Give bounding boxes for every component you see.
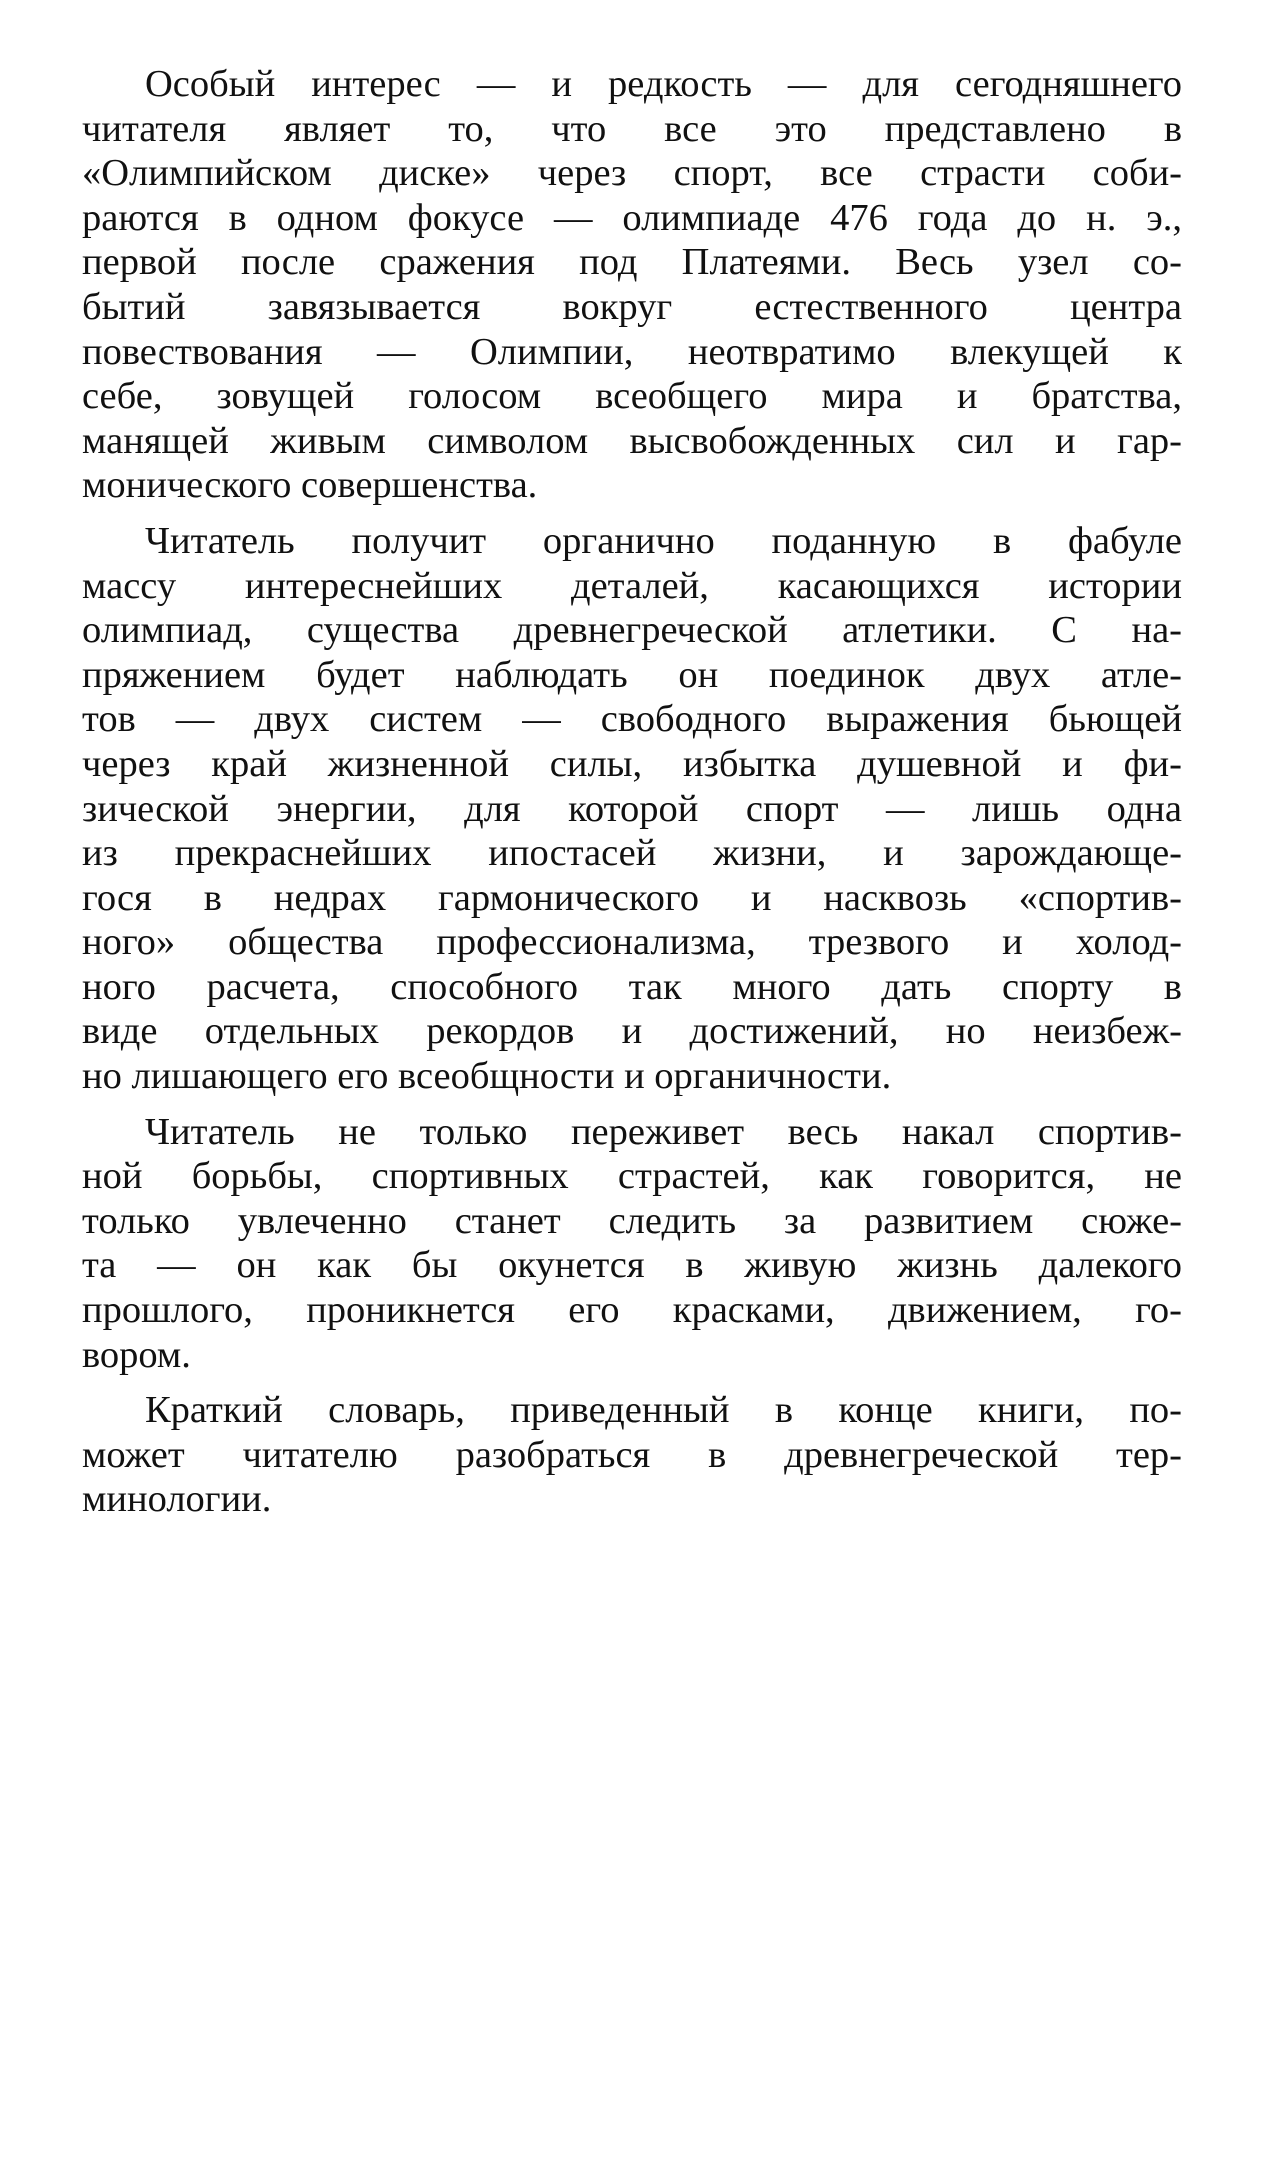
text-line: вором.: [82, 1333, 191, 1376]
text-line: пряжением будет наблюдать он поединок двух атле-: [82, 653, 1182, 696]
text-line: из прекраснейших ипостасей жизни, и зарождающе-: [82, 832, 1182, 875]
paragraph-2: [82, 519, 1182, 1099]
text-line: Особый интерес — и редкость — для сегодняшнего: [145, 63, 1182, 105]
text-line: тов — двух систем — свободного выражения бьющей: [82, 698, 1182, 741]
text-line: Краткий словарь, приведенный в конце книги, по-: [145, 1389, 1182, 1432]
text-line: гося в недрах гармонического и насквозь «спортив-: [82, 876, 1182, 919]
text-line: «Олимпийском диске» через спорт, все страсти соби-: [82, 152, 1182, 195]
text-line: бытий завязывается вокруг естественного центра: [82, 285, 1182, 328]
text-line: зической энергии, для которой спорт — лишь одна: [82, 787, 1182, 830]
text-line: только увлеченно станет следить за развитием сюже-: [82, 1199, 1182, 1242]
text-line: та — он как бы окунется в живую жизнь далекого: [82, 1244, 1182, 1287]
paragraph-3: [82, 1110, 1182, 1378]
paragraph-1: [82, 62, 1182, 508]
text-line: может читателю разобраться в древнегреческой тер-: [82, 1433, 1182, 1476]
text-line: массу интереснейших деталей, касающихся истории: [82, 564, 1182, 607]
text-line: себе, зовущей голосом всеобщего мира и братства,: [82, 375, 1182, 418]
text-line: раются в одном фокусе — олимпиаде 476 года до н. э.,: [82, 196, 1182, 239]
text-line: Читатель получит органично поданную в фабуле: [145, 519, 1182, 562]
text-line: повествования — Олимпии, неотвратимо влекущей к: [82, 330, 1182, 373]
text-line: прошлого, проникнется его красками, движением, го-: [82, 1289, 1182, 1332]
text-line: через край жизненной силы, избытка душевной и фи-: [82, 742, 1182, 785]
text-line: минологии.: [82, 1478, 272, 1521]
text-line: олимпиад, существа древнегреческой атлетики. С на-: [82, 609, 1182, 652]
book-page: [82, 62, 1182, 1533]
text-line: читателя являет то, что все это представлено в: [82, 107, 1182, 150]
text-line: но лишающего его всеобщности и органичности.: [82, 1055, 892, 1098]
text-line: ного» общества профессионализма, трезвого и холод-: [82, 921, 1182, 964]
paragraph-4: [82, 1388, 1182, 1522]
text-line: ной борьбы, спортивных страстей, как говорится, не: [82, 1155, 1182, 1198]
text-line: монического совершенства.: [82, 464, 538, 507]
text-line: ного расчета, способного так много дать спорту в: [82, 965, 1182, 1008]
text-line: виде отдельных рекордов и достижений, но неизбеж-: [82, 1010, 1182, 1053]
text-line: Читатель не только переживет весь накал спортив-: [145, 1110, 1182, 1153]
text-line: первой после сражения под Платеями. Весь узел со-: [82, 241, 1182, 284]
text-line: манящей живым символом высвобожденных сил и гар-: [82, 419, 1182, 462]
